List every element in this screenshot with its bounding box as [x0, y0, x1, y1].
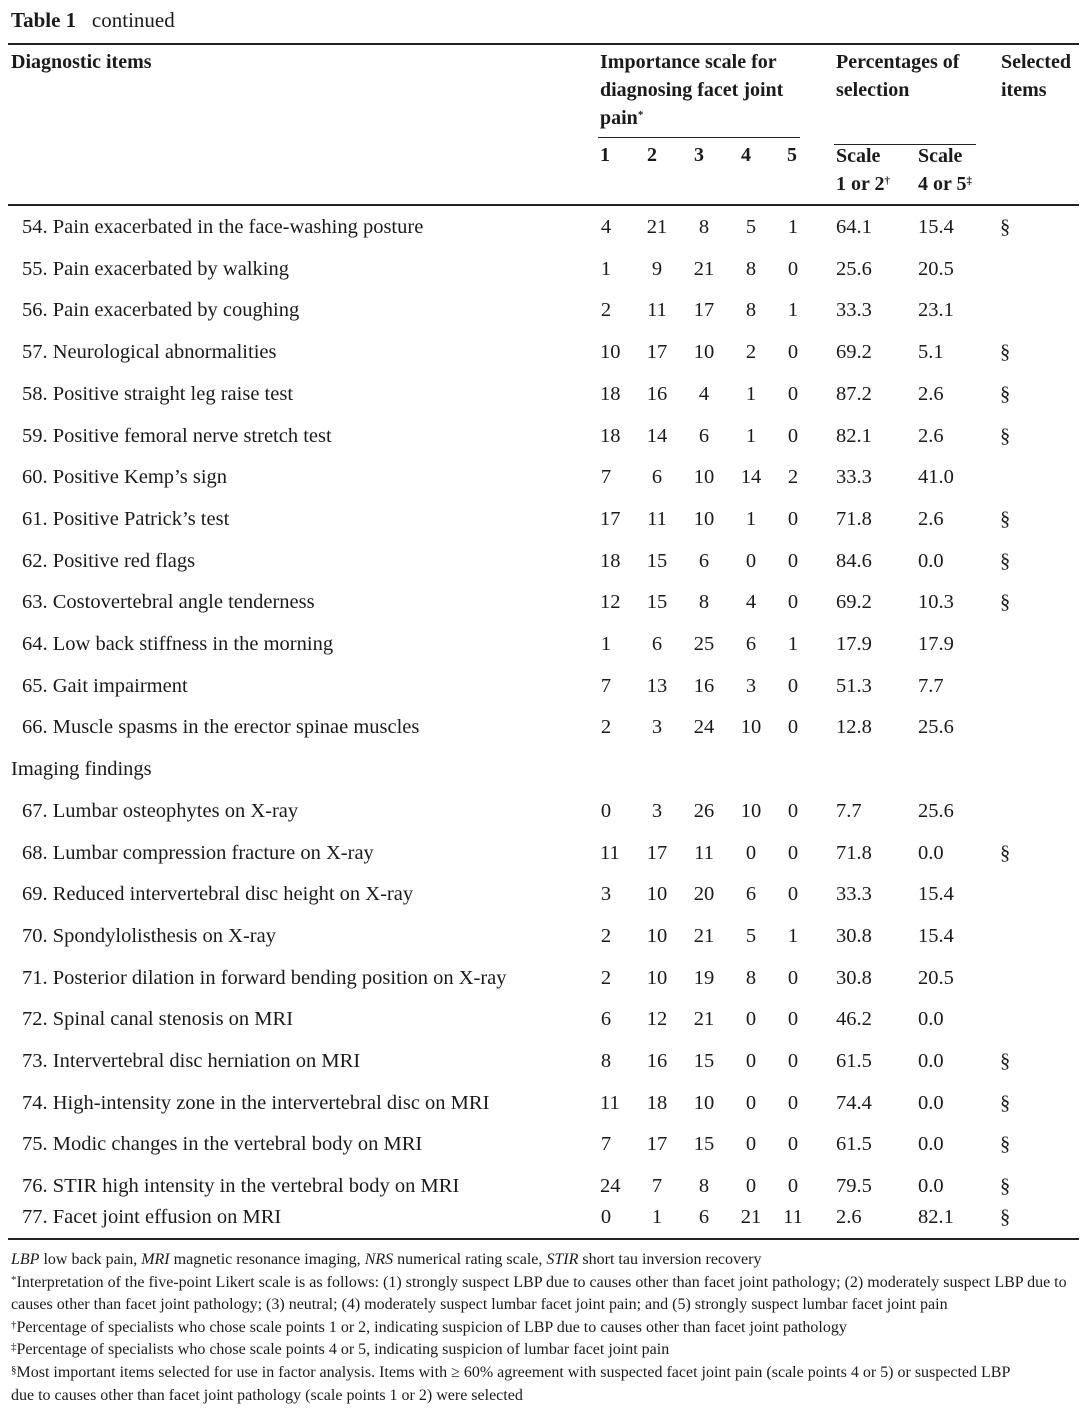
percent-scale-4-or-5: 0.0 — [918, 1091, 944, 1114]
scale-1-count: 7 — [600, 1133, 612, 1156]
scale-1-count: 11 — [600, 1091, 620, 1114]
scale-5-count: 0 — [787, 257, 799, 280]
scale-2-count: 17 — [646, 841, 668, 864]
scale-3-count: 15 — [693, 1050, 715, 1072]
item-label: 59. Positive femoral nerve stretch test — [22, 424, 332, 447]
item-label: 56. Pain exacerbated by coughing — [22, 299, 300, 322]
scale-3-count: 6 — [698, 424, 710, 447]
percent-scale-1-or-2: 64.1 — [836, 216, 872, 238]
item-label: 65. Gait impairment — [22, 674, 188, 697]
scale-2-count: 1 — [651, 1206, 663, 1228]
footnotes — [11, 1249, 1083, 1407]
percent-scale-4-or-5: 2.6 — [918, 424, 944, 447]
scale-4-count: 6 — [745, 633, 757, 655]
scale-4-count: 5 — [745, 216, 757, 238]
scale-1-count: 3 — [600, 883, 612, 906]
scale-5-count: 0 — [787, 424, 799, 447]
table-row — [0, 883, 1092, 913]
percent-scale-1-or-2: 61.5 — [836, 1050, 872, 1072]
scale-2-count: 10 — [646, 966, 668, 989]
top-rule — [8, 43, 1079, 45]
scale-3-count: 21 — [693, 1008, 715, 1031]
footnote-asterisk: *Interpretation of the five-point Likert scale is as follows: (1) strongly suspect LBP due to causes other than facet joint pathology; (2) moderately suspect LBP due to — [11, 1273, 1067, 1291]
percent-scale-4-or-5: 0.0 — [918, 1175, 944, 1198]
percent-scale-1-or-2: 51.3 — [836, 674, 872, 697]
section-label: Imaging findings — [11, 758, 152, 781]
percent-scale-1-or-2: 74.4 — [836, 1091, 872, 1114]
header-diagnostic-items: Diagnostic items — [11, 51, 152, 73]
scale-4-count: 10 — [740, 799, 762, 822]
scale-2-count: 6 — [651, 633, 663, 655]
scale-4-count: 6 — [745, 883, 757, 906]
selected-mark: § — [1000, 1206, 1011, 1228]
selected-mark: § — [1000, 591, 1011, 614]
table-row — [0, 716, 1092, 746]
scale-1-count: 12 — [600, 591, 621, 614]
scale-1-count: 0 — [600, 1206, 612, 1228]
header-selected-items: Selected items — [1001, 51, 1071, 101]
scale-4-count: 3 — [745, 674, 757, 697]
scale-2-count: 14 — [646, 424, 668, 447]
scale-5-count: 0 — [787, 507, 799, 530]
percent-scale-1-or-2: 71.8 — [836, 841, 872, 864]
item-label: 62. Positive red flags — [22, 549, 196, 572]
scale-2-count: 10 — [646, 883, 668, 906]
item-label: 70. Spondylolisthesis on X-ray — [22, 924, 276, 947]
scale-1-count: 1 — [600, 633, 612, 655]
percent-scale-1-or-2: 69.2 — [836, 341, 872, 364]
scale-3-count: 24 — [693, 716, 715, 739]
item-label: 76. STIR high intensity in the vertebral body on MRI — [22, 1175, 460, 1198]
scale-2-count: 15 — [646, 549, 668, 572]
scale-5-count: 0 — [787, 1050, 799, 1072]
scale-col-2: 2 — [647, 144, 657, 166]
scale-5-count: 0 — [787, 1133, 799, 1156]
percent-scale-1-or-2: 79.5 — [836, 1175, 872, 1198]
percent-scale-4-or-5: 20.5 — [918, 257, 954, 280]
scale-5-count: 0 — [787, 841, 799, 864]
percent-scale-4-or-5: 5.1 — [918, 341, 944, 364]
percent-scale-4-or-5: 20.5 — [918, 966, 954, 989]
table-row — [0, 1206, 1092, 1236]
percent-scale-1-or-2: 87.2 — [836, 382, 872, 405]
scale-1-count: 17 — [600, 507, 621, 530]
percent-scale-4-or-5: 7.7 — [918, 674, 944, 697]
scale-3-count: 10 — [693, 507, 715, 530]
scale-2-count: 17 — [646, 341, 668, 364]
table-row — [0, 1133, 1092, 1163]
scale-5-count: 0 — [787, 1091, 799, 1114]
scale-3-count: 8 — [698, 591, 710, 614]
scale-5-count: 0 — [787, 966, 799, 989]
scale-5-count: 0 — [787, 1008, 799, 1031]
scale-col-3: 3 — [694, 144, 704, 166]
item-label: 64. Low back stiffness in the morning — [22, 633, 334, 655]
percent-scale-4-or-5: 0.0 — [918, 1133, 944, 1156]
scale-2-count: 21 — [646, 216, 668, 238]
table-row — [0, 1092, 1092, 1122]
scale-5-count: 1 — [787, 216, 799, 238]
scale-3-count: 10 — [693, 466, 715, 489]
item-label: 68. Lumbar compression fracture on X-ray — [22, 841, 374, 864]
scale-1-count: 18 — [600, 424, 621, 447]
percent-scale-1-or-2: 30.8 — [836, 924, 872, 947]
scale-3-count: 20 — [693, 883, 715, 906]
item-label: 75. Modic changes in the vertebral body on MRI — [22, 1133, 423, 1156]
percent-scale-4-or-5: 2.6 — [918, 382, 944, 405]
percent-scale-4-or-5: 15.4 — [918, 883, 954, 906]
footnote-section: §Most important items selected for use in factor analysis. Items with ≥ 60% agreement with suspected facet joint pain (scale points 4 or 5) or suspected LBP — [11, 1363, 1011, 1381]
scale-3-count: 21 — [693, 924, 715, 947]
selected-mark: § — [1000, 382, 1011, 405]
scale-5-count: 0 — [787, 382, 799, 405]
scale-2-count: 9 — [651, 257, 663, 280]
table-row — [0, 1008, 1092, 1038]
percent-scale-4-or-5: 0.0 — [918, 1050, 944, 1072]
scale-4-count: 2 — [745, 341, 757, 364]
scale-5-count: 1 — [787, 924, 799, 947]
scale-4-count: 8 — [745, 299, 757, 322]
scale-2-count: 3 — [651, 716, 663, 739]
percent-scale-4-or-5: 25.6 — [918, 716, 954, 739]
scale-1-count: 10 — [600, 341, 621, 364]
scale-4-count: 0 — [745, 1175, 757, 1198]
scale-2-count: 16 — [646, 1050, 668, 1072]
item-label: 57. Neurological abnormalities — [22, 341, 277, 364]
selected-mark: § — [1000, 1091, 1011, 1114]
scale-1-count: 4 — [600, 216, 612, 238]
item-label: 54. Pain exacerbated in the face-washing posture — [22, 216, 424, 238]
scale-5-count: 0 — [787, 799, 799, 822]
item-label: 66. Muscle spasms in the erector spinae muscles — [22, 716, 420, 739]
scale-3-count: 8 — [698, 1175, 710, 1198]
scale-col-5: 5 — [787, 144, 797, 166]
table-row — [0, 591, 1092, 621]
percent-scale-4-or-5: 82.1 — [918, 1206, 954, 1228]
scale-1-count: 2 — [600, 716, 612, 739]
item-label: 72. Spinal canal stenosis on MRI — [22, 1008, 294, 1031]
percent-scale-1-or-2: 2.6 — [836, 1206, 862, 1228]
scale-4-count: 8 — [745, 257, 757, 280]
footnote-asterisk-cont: causes other than facet joint pathology; (3) neutral; (4) moderately suspect lumbar facet joint pain; and (5) strongly suspect lumbar facet joint pain — [11, 1296, 948, 1314]
percent-scale-4-or-5: 23.1 — [918, 299, 954, 322]
scale-4-count: 1 — [745, 424, 757, 447]
scale-5-count: 0 — [787, 341, 799, 364]
double-dagger-footnote-mark: ‡ — [966, 175, 973, 187]
scale-1-count: 6 — [600, 1008, 612, 1031]
importance-subrule — [598, 137, 800, 138]
abbreviations-line: LBP low back pain, MRI magnetic resonance imaging, NRS numerical rating scale, STIR short tau inversion recovery — [11, 1251, 762, 1268]
item-label: 77. Facet joint effusion on MRI — [22, 1206, 282, 1228]
scale-4-count: 0 — [745, 841, 757, 864]
scale-3-count: 26 — [693, 799, 715, 822]
percent-scale-4-or-5: 25.6 — [918, 799, 954, 822]
bottom-rule — [8, 1238, 1079, 1240]
scale-5-count: 0 — [787, 674, 799, 697]
table-row — [0, 425, 1092, 455]
percent-scale-1-or-2: 69.2 — [836, 591, 872, 614]
scale-5-count: 1 — [787, 299, 799, 322]
item-label: 61. Positive Patrick’s test — [22, 507, 230, 530]
scale-5-count: 0 — [787, 716, 799, 739]
header-scale-4-or-5: Scale 4 or 5‡ — [918, 145, 973, 195]
percent-scale-1-or-2: 30.8 — [836, 966, 872, 989]
scale-1-count: 18 — [600, 549, 621, 572]
scale-2-count: 11 — [647, 507, 667, 530]
scale-3-count: 15 — [693, 1133, 715, 1156]
scale-1-count: 7 — [600, 674, 612, 697]
percent-scale-4-or-5: 0.0 — [918, 549, 944, 572]
percent-scale-1-or-2: 33.3 — [836, 883, 872, 906]
table-row — [0, 925, 1092, 955]
scale-3-count: 10 — [693, 1091, 715, 1114]
header-scale-1-or-2: Scale 1 or 2† — [836, 145, 891, 195]
scale-3-count: 8 — [698, 216, 710, 238]
table-row — [0, 258, 1092, 288]
percent-scale-4-or-5: 15.4 — [918, 216, 954, 238]
percent-scale-1-or-2: 33.3 — [836, 299, 872, 322]
selected-mark: § — [1000, 216, 1011, 238]
item-label: 58. Positive straight leg raise test — [22, 382, 294, 405]
table-row — [0, 1050, 1092, 1080]
section-row — [0, 758, 1092, 788]
percent-scale-4-or-5: 41.0 — [918, 466, 954, 489]
scale-2-count: 16 — [646, 382, 668, 405]
table-row — [0, 508, 1092, 538]
table-caption — [11, 8, 175, 33]
percent-scale-1-or-2: 7.7 — [836, 799, 862, 822]
scale-1-count: 18 — [600, 382, 621, 405]
footnote-double-dagger: ‡Percentage of specialists who chose scale points 4 or 5, indicating suspicion of lumbar facet joint pain — [11, 1341, 670, 1359]
footnote-dagger: †Percentage of specialists who chose scale points 1 or 2, indicating suspicion of LBP due to causes other than facet joint pathology — [11, 1318, 847, 1336]
item-label: 73. Intervertebral disc herniation on MRI — [22, 1050, 361, 1072]
scale-1-count: 7 — [600, 466, 612, 489]
scale-4-count: 0 — [745, 1050, 757, 1072]
item-label: 74. High-intensity zone in the intervertebral disc on MRI — [22, 1091, 490, 1114]
percent-scale-1-or-2: 82.1 — [836, 424, 872, 447]
table-row — [0, 466, 1092, 496]
scale-5-count: 11 — [783, 1206, 803, 1228]
scale-5-count: 0 — [787, 549, 799, 572]
scale-3-count: 21 — [693, 257, 715, 280]
percent-scale-4-or-5: 2.6 — [918, 507, 944, 530]
table-row — [0, 842, 1092, 872]
scale-4-count: 4 — [745, 591, 757, 614]
scale-4-count: 21 — [740, 1206, 762, 1228]
scale-3-count: 25 — [693, 633, 715, 655]
scale-4-count: 5 — [745, 924, 757, 947]
selected-mark: § — [1000, 1133, 1011, 1156]
scale-1-count: 1 — [600, 257, 612, 280]
scale-2-count: 15 — [646, 591, 668, 614]
selected-mark: § — [1000, 1175, 1011, 1198]
percent-scale-4-or-5: 17.9 — [918, 633, 954, 655]
scale-2-count: 18 — [646, 1091, 668, 1114]
percent-scale-1-or-2: 17.9 — [836, 633, 872, 655]
percent-scale-1-or-2: 84.6 — [836, 549, 872, 572]
scale-4-count: 0 — [745, 549, 757, 572]
scale-3-count: 19 — [693, 966, 715, 989]
scale-3-count: 11 — [694, 841, 714, 864]
scale-5-count: 0 — [787, 1175, 799, 1198]
table-caption-text: continued — [91, 8, 175, 32]
table-row — [0, 550, 1092, 580]
selected-mark: § — [1000, 507, 1011, 530]
table-row — [0, 800, 1092, 830]
scale-col-1: 1 — [600, 144, 610, 166]
scale-4-count: 0 — [745, 1091, 757, 1114]
scale-2-count: 13 — [646, 674, 668, 697]
percent-scale-4-or-5: 0.0 — [918, 841, 944, 864]
scale-3-count: 16 — [693, 674, 715, 697]
scale-1-count: 2 — [600, 966, 612, 989]
footnote-section-cont: due to causes other than facet joint pathology (scale points 1 or 2) were selected — [11, 1386, 523, 1404]
scale-3-count: 10 — [693, 341, 715, 364]
scale-3-count: 4 — [698, 382, 710, 405]
scale-2-count: 17 — [646, 1133, 668, 1156]
item-label: 69. Reduced intervertebral disc height on X-ray — [22, 883, 414, 906]
table-row — [0, 299, 1092, 329]
scale-2-count: 11 — [647, 299, 667, 322]
scale-5-count: 1 — [787, 633, 799, 655]
scale-2-count: 6 — [651, 466, 663, 489]
scale-4-count: 10 — [740, 716, 762, 739]
scale-5-count: 0 — [787, 591, 799, 614]
scale-5-count: 2 — [787, 466, 799, 489]
item-label: 67. Lumbar osteophytes on X-ray — [22, 799, 299, 822]
scale-2-count: 12 — [646, 1008, 668, 1031]
item-label: 60. Positive Kemp’s sign — [22, 466, 228, 489]
table-row — [0, 341, 1092, 371]
scale-3-count: 6 — [698, 549, 710, 572]
percent-scale-1-or-2: 33.3 — [836, 466, 872, 489]
scale-4-count: 0 — [745, 1008, 757, 1031]
scale-col-4: 4 — [741, 144, 751, 166]
percent-scale-4-or-5: 15.4 — [918, 924, 954, 947]
scale-4-count: 1 — [745, 382, 757, 405]
selected-mark: § — [1000, 549, 1011, 572]
percent-scale-1-or-2: 71.8 — [836, 507, 872, 530]
dagger-footnote-mark: † — [884, 175, 891, 187]
scale-1-count: 2 — [600, 299, 612, 322]
percent-scale-1-or-2: 12.8 — [836, 716, 872, 739]
scale-2-count: 7 — [651, 1175, 663, 1198]
table-row — [0, 675, 1092, 705]
header-bottom-rule — [8, 204, 1079, 206]
item-label: 71. Posterior dilation in forward bending position on X-ray — [22, 966, 507, 989]
table-row — [0, 216, 1092, 246]
item-label: 55. Pain exacerbated by walking — [22, 257, 289, 280]
percent-scale-1-or-2: 46.2 — [836, 1008, 872, 1031]
scale-2-count: 3 — [651, 799, 663, 822]
item-label: 63. Costovertebral angle tenderness — [22, 591, 315, 614]
scale-1-count: 11 — [600, 841, 620, 864]
asterisk-footnote-mark: * — [637, 109, 644, 121]
percent-scale-4-or-5: 10.3 — [918, 591, 954, 614]
table-row — [0, 967, 1092, 997]
scale-3-count: 6 — [698, 1206, 710, 1228]
percent-scale-1-or-2: 61.5 — [836, 1133, 872, 1156]
scale-1-count: 8 — [600, 1050, 612, 1072]
scale-4-count: 14 — [740, 466, 762, 489]
table-label: Table 1 — [11, 8, 77, 32]
selected-mark: § — [1000, 1050, 1011, 1072]
selected-mark: § — [1000, 341, 1011, 364]
scale-3-count: 17 — [693, 299, 715, 322]
selected-mark: § — [1000, 424, 1011, 447]
table-row — [0, 633, 1092, 663]
scale-1-count: 0 — [600, 799, 612, 822]
percent-scale-1-or-2: 25.6 — [836, 257, 872, 280]
header-percentages: Percentages of selection — [836, 51, 960, 101]
header-importance-scale: Importance scale for diagnosing facet joint pain* — [600, 51, 784, 129]
table-row — [0, 1175, 1092, 1205]
scale-1-count: 24 — [600, 1175, 621, 1198]
table-row — [0, 383, 1092, 413]
percent-scale-4-or-5: 0.0 — [918, 1008, 944, 1031]
scale-4-count: 1 — [745, 507, 757, 530]
selected-mark: § — [1000, 841, 1011, 864]
scale-2-count: 10 — [646, 924, 668, 947]
scale-4-count: 8 — [745, 966, 757, 989]
scale-1-count: 2 — [600, 924, 612, 947]
scale-4-count: 0 — [745, 1133, 757, 1156]
scale-5-count: 0 — [787, 883, 799, 906]
